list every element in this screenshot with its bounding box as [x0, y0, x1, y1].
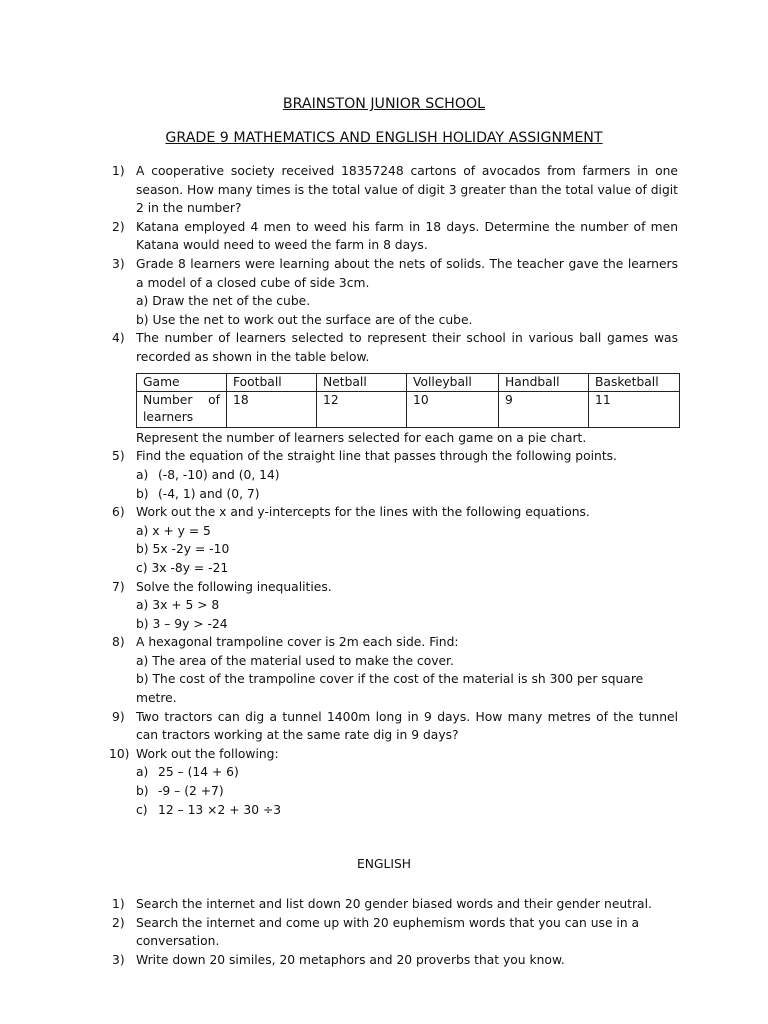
question-number: 2) — [112, 915, 125, 930]
question-number: 3) — [112, 256, 125, 271]
question-number: 1) — [112, 164, 125, 178]
question-number: 6) — [112, 505, 125, 520]
sub-label: b) — [136, 486, 149, 501]
english-question-1 — [0, 895, 678, 914]
question-number: 8) — [112, 635, 125, 650]
question-text: Find the equation of the straight line that passes through the following points. — [136, 449, 617, 464]
question-6 — [0, 503, 678, 577]
sub-label: b) — [136, 784, 149, 799]
table-cell: 18 — [227, 391, 317, 427]
sub-question: b) 3 – 9y > -24 — [136, 616, 228, 631]
question-9 — [0, 708, 678, 745]
question-text: Search the internet and list down 20 gender biased words and their gender neutral. — [136, 897, 652, 912]
sub-label: a) — [136, 765, 149, 780]
school-name: BRAINSTON JUNIOR SCHOOL — [282, 96, 486, 112]
sub-text: (-8, -10) and (0, 14) — [158, 467, 280, 482]
table-cell: 10 — [407, 391, 499, 427]
sub-question — [136, 466, 678, 485]
sub-text: (-4, 1) and (0, 7) — [158, 486, 260, 501]
question-1 — [0, 162, 678, 218]
question-2 — [0, 218, 678, 255]
sub-text: -9 – (2 +7) — [158, 784, 224, 799]
question-number: 1) — [112, 897, 125, 912]
row-label-word: learners — [143, 410, 194, 425]
table-cell: Volleyball — [407, 373, 499, 391]
row-label-word: of — [208, 392, 220, 407]
sub-question: b) Use the net to work out the surface are of the cube. — [136, 312, 473, 327]
sub-question — [136, 763, 678, 782]
table-row-label — [137, 391, 227, 427]
row-label-word: Number — [143, 392, 193, 407]
math-questions — [0, 162, 768, 970]
table-cell: 12 — [317, 391, 407, 427]
assignment-title: GRADE 9 MATHEMATICS AND ENGLISH HOLIDAY ASSIGNMENT — [165, 130, 603, 146]
question-text: A hexagonal trampoline cover is 2m each side. Find: — [136, 635, 459, 650]
games-table — [136, 373, 680, 428]
sub-question — [136, 782, 678, 801]
sub-question: b) The cost of the trampoline cover if the cost of the material is sh 300 per square metre. — [136, 672, 644, 706]
sub-question: c) 3x -8y = -21 — [136, 560, 229, 575]
sub-text: 12 – 13 ×2 + 30 ÷3 — [158, 802, 282, 817]
table-cell: Netball — [317, 373, 407, 391]
table-header-row — [137, 373, 680, 391]
english-question-2 — [0, 914, 678, 951]
sub-question — [136, 485, 678, 504]
table-cell: Basketball — [589, 373, 680, 391]
table-cell: Game — [137, 373, 227, 391]
sub-question: a) The area of the material used to make the cover. — [136, 653, 454, 668]
question-number: 4) — [112, 331, 125, 346]
question-text: Two tractors can dig a tunnel 1400m long in 9 days. How many metres of the tunnel can tractors working at the same rate dig in 9 days? — [136, 709, 678, 743]
english-question-3 — [0, 951, 678, 970]
table-cell: Handball — [499, 373, 589, 391]
sub-question: a) 3x + 5 > 8 — [136, 598, 220, 613]
question-number: 7) — [112, 579, 125, 594]
question-number: 3) — [112, 953, 125, 967]
question-10 — [0, 745, 678, 819]
sub-label: c) — [136, 802, 148, 817]
question-4 — [0, 329, 678, 447]
table-cell: 9 — [499, 391, 589, 427]
question-text: A cooperative society received 18357248 cartons of avocados from farmers in one season. How many times is the total value of digit 3 greater than the total value of digit 2 in the number? — [136, 164, 678, 216]
question-text: The number of learners selected to represent their school in various ball games was recorded as shown in the table below. — [136, 331, 678, 364]
question-text: Katana employed 4 men to weed his farm in 18 days. Determine the number of men Katana would need to weed the farm in 8 days. — [136, 219, 678, 253]
table-cell: Football — [227, 373, 317, 391]
question-text: Solve the following inequalities. — [136, 579, 332, 594]
sub-question — [136, 801, 678, 820]
table-row — [137, 391, 680, 427]
question-text: Work out the x and y-intercepts for the lines with the following equations. — [136, 505, 590, 520]
table-cell: 11 — [589, 391, 680, 427]
question-text: Work out the following: — [136, 746, 279, 761]
sub-question: b) 5x -2y = -10 — [136, 542, 230, 557]
question-3 — [0, 255, 678, 329]
sub-label: a) — [136, 467, 149, 482]
sub-question: a) Draw the net of the cube. — [136, 294, 311, 309]
question-8 — [0, 633, 678, 707]
question-text: Search the internet and come up with 20 euphemism words that you can use in a conversation. — [136, 915, 640, 949]
question-text: Write down 20 similes, 20 metaphors and 20 proverbs that you know. — [136, 953, 565, 967]
question-5 — [0, 447, 678, 503]
question-number: 2) — [112, 219, 125, 234]
english-heading: ENGLISH — [356, 857, 412, 872]
question-number: 10) — [109, 746, 130, 761]
question-instruction: Represent the number of learners selected for each game on a pie chart. — [136, 430, 587, 445]
sub-text: 25 – (14 + 6) — [158, 765, 239, 780]
question-text: Grade 8 learners were learning about the nets of solids. The teacher gave the learners a model of a closed cube of side 3cm. — [136, 256, 678, 290]
sub-question: a) x + y = 5 — [136, 523, 211, 538]
question-number: 5) — [112, 449, 125, 464]
question-7 — [0, 578, 678, 634]
question-number: 9) — [112, 709, 125, 724]
